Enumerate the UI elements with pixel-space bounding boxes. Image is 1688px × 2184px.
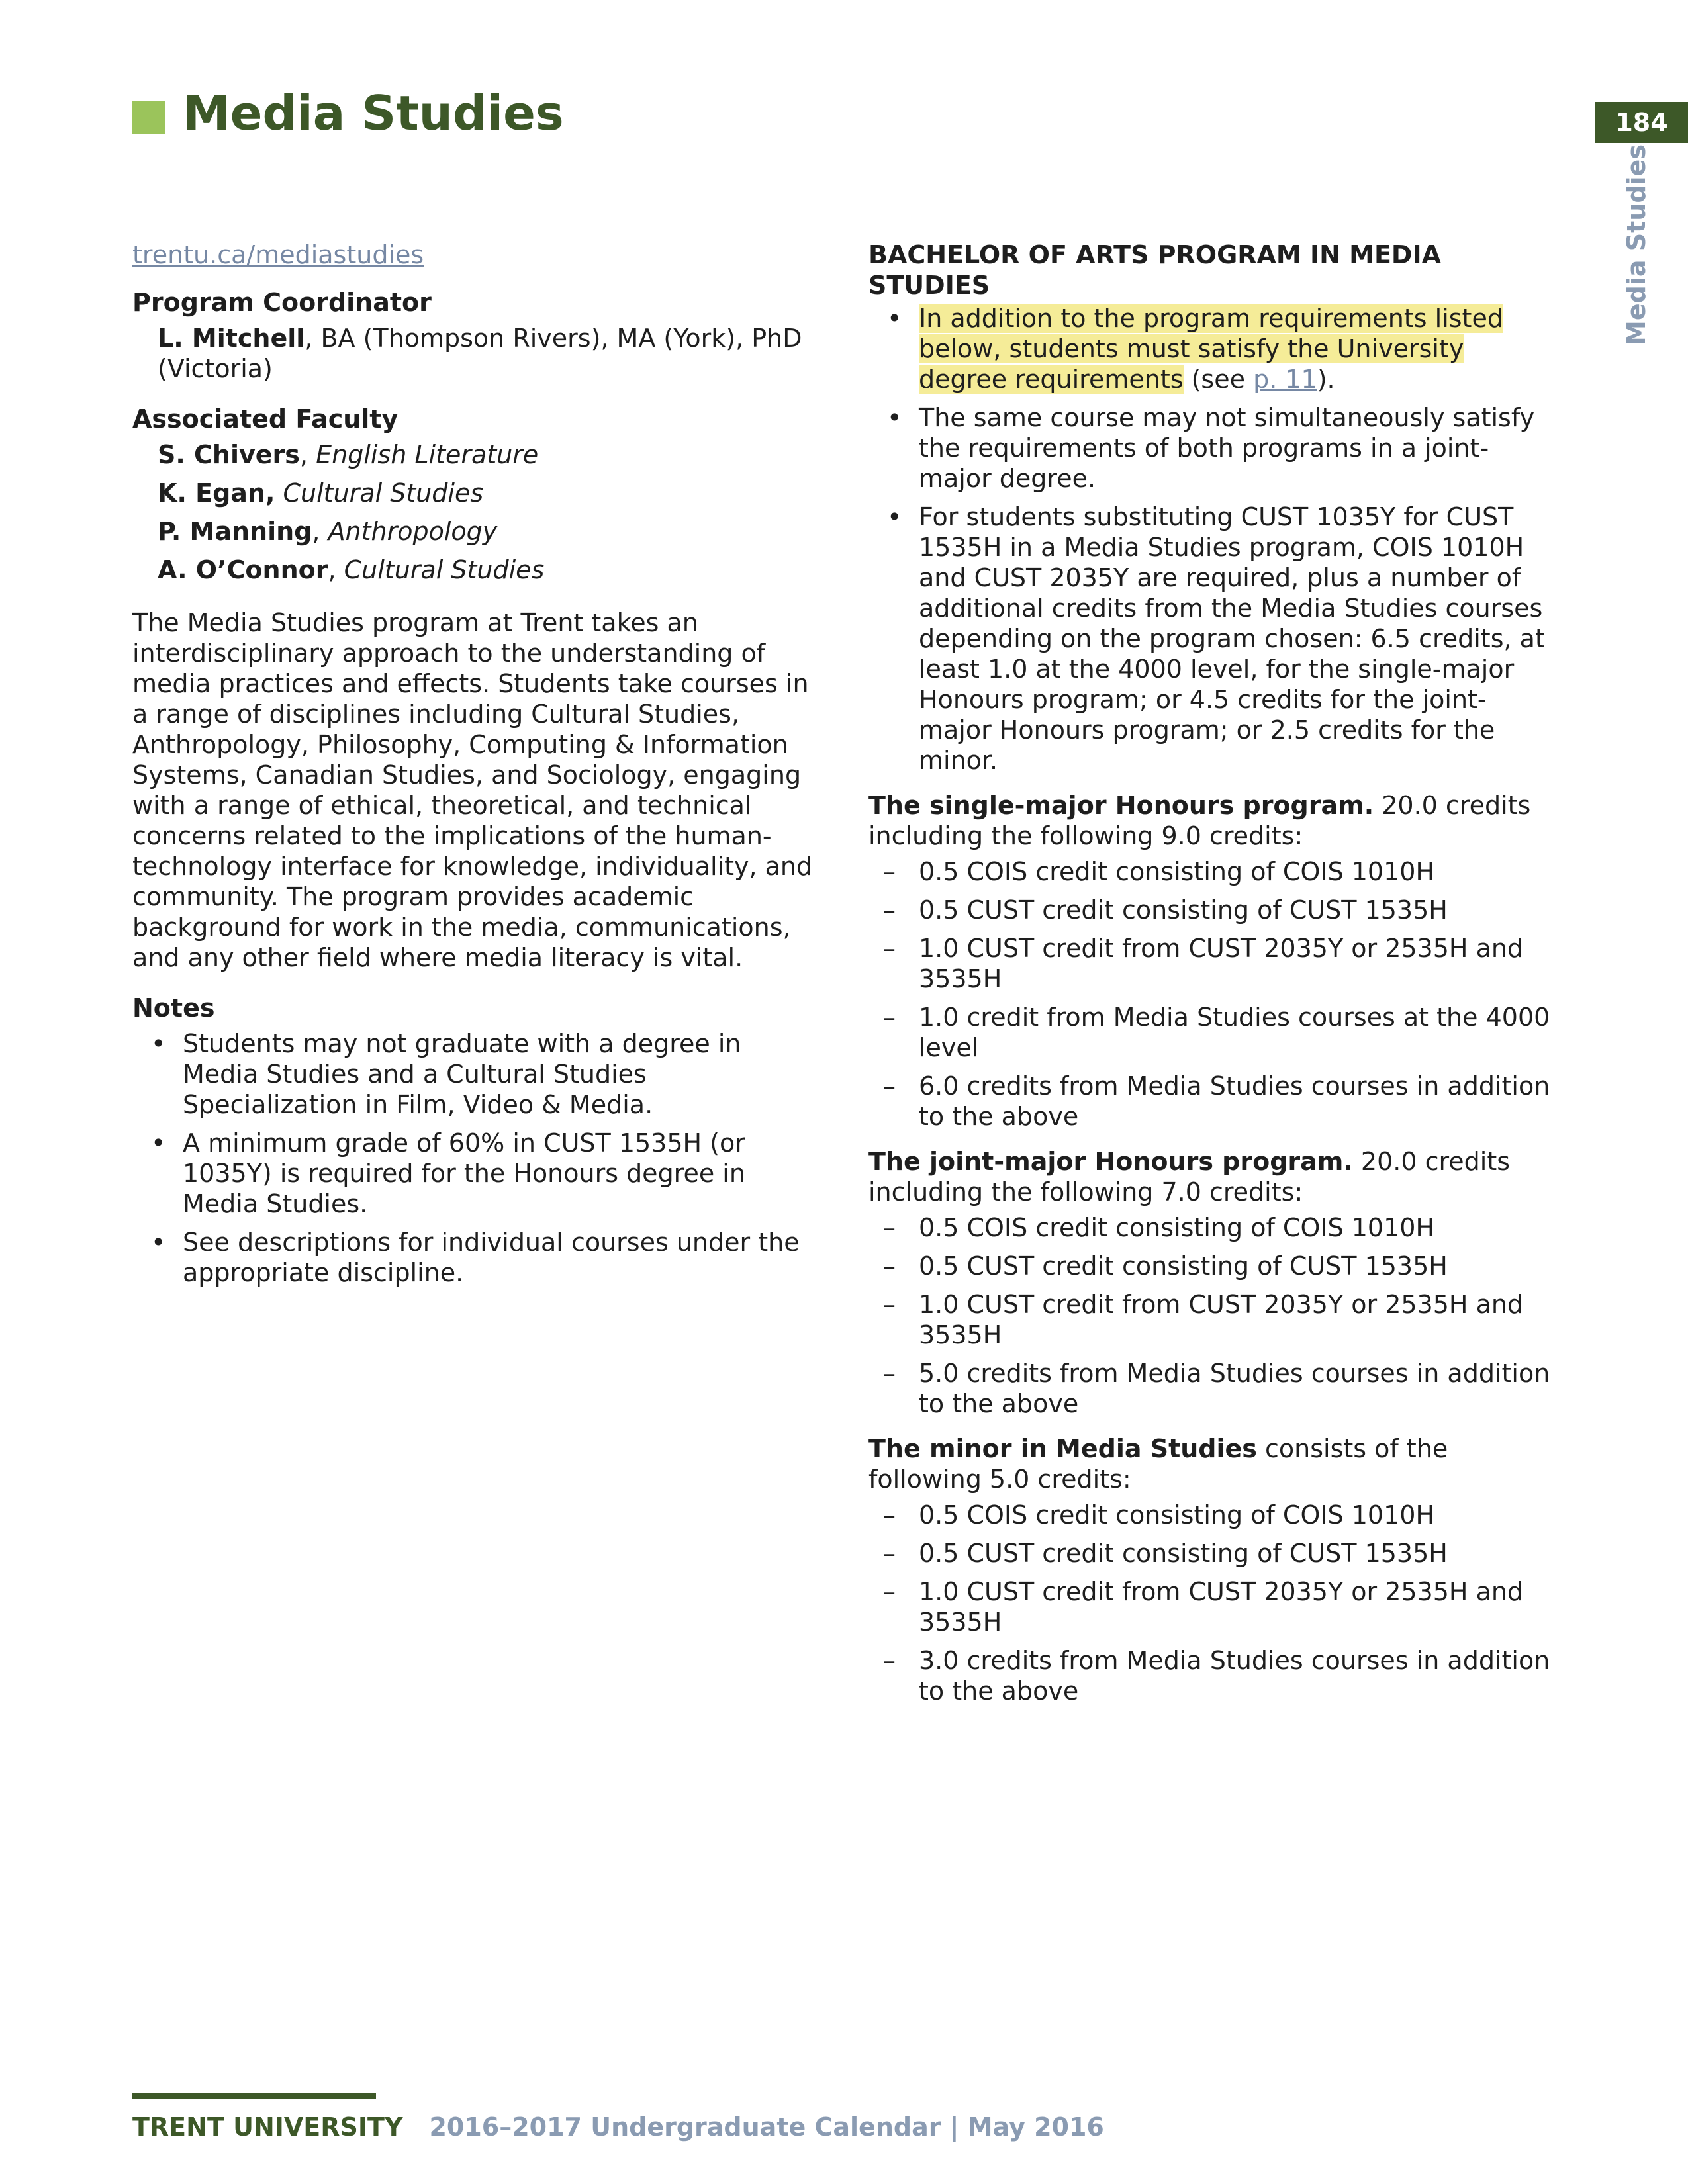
- credit-item: – 0.5 CUST credit consisting of CUST 1535H: [868, 895, 1550, 925]
- program-description: The Media Studies program at Trent takes an interdisciplinary approach to the understanding of media practices and effects. Students take courses in a range of disciplines including Cultural Studies, Anthropology, Philosophy, Computing & Information Systems, Canadian Studies, and Sociology, engaging with a range of ethical, theoretical, and technical concerns related to the implications of the human-technology interface for knowledge, individuality, and community. The program provides academic background for work in the media, communications, and any other field where media literacy is vital.: [132, 608, 813, 972]
- left-column: [132, 240, 821, 1296]
- credit-item: – 1.0 credit from Media Studies courses at the 4000 level: [868, 1002, 1550, 1063]
- credit-item: – 0.5 CUST credit consisting of CUST 1535H: [868, 1538, 1550, 1569]
- footer: [132, 2113, 1104, 2142]
- faculty-heading: Associated Faculty: [132, 404, 399, 433]
- faculty-field: Cultural Studies: [344, 555, 545, 584]
- faculty-name: S. Chivers: [158, 440, 300, 469]
- faculty-field: Anthropology: [328, 517, 498, 546]
- footer-university: TRENT UNIVERSITY: [132, 2113, 403, 2142]
- minor-credits-list: [868, 1500, 1550, 1706]
- page-number-badge: 184: [1595, 102, 1688, 143]
- see-text: (see: [1183, 365, 1254, 394]
- credit-item: – 1.0 CUST credit from CUST 2035Y or 2535H and 3535H: [868, 933, 1550, 994]
- footer-calendar: 2016–2017 Undergraduate Calendar | May 2016: [429, 2113, 1104, 2142]
- note-item: • A minimum grade of 60% in CUST 1535H (or 1035Y) is required for the Honours degree in Media Studies.: [132, 1128, 821, 1219]
- footer-rule: [132, 2093, 376, 2099]
- program-url-link[interactable]: trentu.ca/mediastudies: [132, 240, 424, 269]
- requirement-item: • For students substituting CUST 1035Y for CUST 1535H in a Media Studies program, COIS 1010H and CUST 2035Y are required, plus a number of additional credits from the Media Studies courses depending on the program chosen: 6.5 credits, at least 1.0 at the 4000 level, for the single-major Honours program; or 4.5 credits for the joint-major Honours program; or 2.5 credits for the minor.: [868, 502, 1550, 776]
- faculty-sep: ,: [312, 517, 328, 546]
- faculty-sep: ,: [299, 440, 316, 469]
- right-column: [868, 240, 1550, 1714]
- faculty-member: [158, 439, 821, 470]
- coordinator-name: L. Mitchell: [158, 324, 305, 353]
- credit-item: – 1.0 CUST credit from CUST 2035Y or 2535H and 3535H: [868, 1289, 1550, 1350]
- requirement-item: [868, 303, 1550, 394]
- credit-item: – 0.5 CUST credit consisting of CUST 1535H: [868, 1251, 1550, 1281]
- program-title: The minor in Media Studies: [868, 1434, 1257, 1463]
- coordinator-entry: [158, 323, 821, 384]
- program-intro: 20.0 credits including the following 7.0 credits:: [868, 1147, 1511, 1206]
- ba-program-heading: BACHELOR OF ARTS PROGRAM IN MEDIA STUDIES: [868, 240, 1442, 300]
- single-major-credits-list: [868, 856, 1550, 1132]
- requirements-list: [868, 303, 1550, 776]
- program-title: The joint-major Honours program.: [868, 1147, 1353, 1176]
- faculty-name: P. Manning: [158, 517, 312, 546]
- faculty-member: [158, 555, 821, 585]
- title-square-icon: [132, 101, 165, 134]
- highlighted-text: In addition to the program requirements listed below, students must satisfy the University degree requirements: [919, 304, 1503, 394]
- requirement-item: • The same course may not simultaneously satisfy the requirements of both programs in a joint-major degree.: [868, 402, 1550, 494]
- credit-item: – 0.5 COIS credit consisting of COIS 1010H: [868, 1212, 1550, 1243]
- faculty-name: A. O’Connor: [158, 555, 328, 584]
- single-major-program: [868, 790, 1550, 851]
- notes-heading: Notes: [132, 993, 215, 1023]
- credit-item: – 6.0 credits from Media Studies courses in addition to the above: [868, 1071, 1550, 1132]
- page-reference-link[interactable]: p. 11: [1253, 365, 1317, 394]
- credit-item: – 0.5 COIS credit consisting of COIS 1010H: [868, 1500, 1550, 1530]
- see-text-end: ).: [1317, 365, 1335, 394]
- program-intro: consists of the following 5.0 credits:: [868, 1434, 1448, 1494]
- note-item: • Students may not graduate with a degree in Media Studies and a Cultural Studies Specialization in Film, Video & Media.: [132, 1028, 821, 1120]
- joint-major-program: [868, 1146, 1550, 1207]
- faculty-member: [158, 478, 821, 508]
- program-title: The single-major Honours program.: [868, 791, 1374, 820]
- credit-item: – 0.5 COIS credit consisting of COIS 1010H: [868, 856, 1550, 887]
- faculty-sep: ,: [328, 555, 344, 584]
- credit-item: – 5.0 credits from Media Studies courses in addition to the above: [868, 1358, 1550, 1419]
- faculty-name: K. Egan,: [158, 478, 275, 508]
- minor-program: [868, 1433, 1550, 1494]
- side-section-label-text: Media Studies: [1622, 144, 1651, 345]
- faculty-sep: [275, 478, 283, 508]
- faculty-field: English Literature: [316, 440, 539, 469]
- program-intro: 20.0 credits including the following 9.0 credits:: [868, 791, 1531, 850]
- credit-item: – 3.0 credits from Media Studies courses in addition to the above: [868, 1645, 1550, 1706]
- page-title: Media Studies: [183, 85, 564, 141]
- notes-list: [132, 1028, 821, 1288]
- coordinator-heading: Program Coordinator: [132, 288, 432, 317]
- coordinator-credentials: , BA (Thompson Rivers), MA (York), PhD (Victoria): [158, 324, 802, 383]
- note-item: • See descriptions for individual courses under the appropriate discipline.: [132, 1227, 821, 1288]
- joint-major-credits-list: [868, 1212, 1550, 1419]
- faculty-member: [158, 516, 821, 547]
- faculty-field: Cultural Studies: [283, 478, 484, 508]
- credit-item: – 1.0 CUST credit from CUST 2035Y or 2535H and 3535H: [868, 1576, 1550, 1637]
